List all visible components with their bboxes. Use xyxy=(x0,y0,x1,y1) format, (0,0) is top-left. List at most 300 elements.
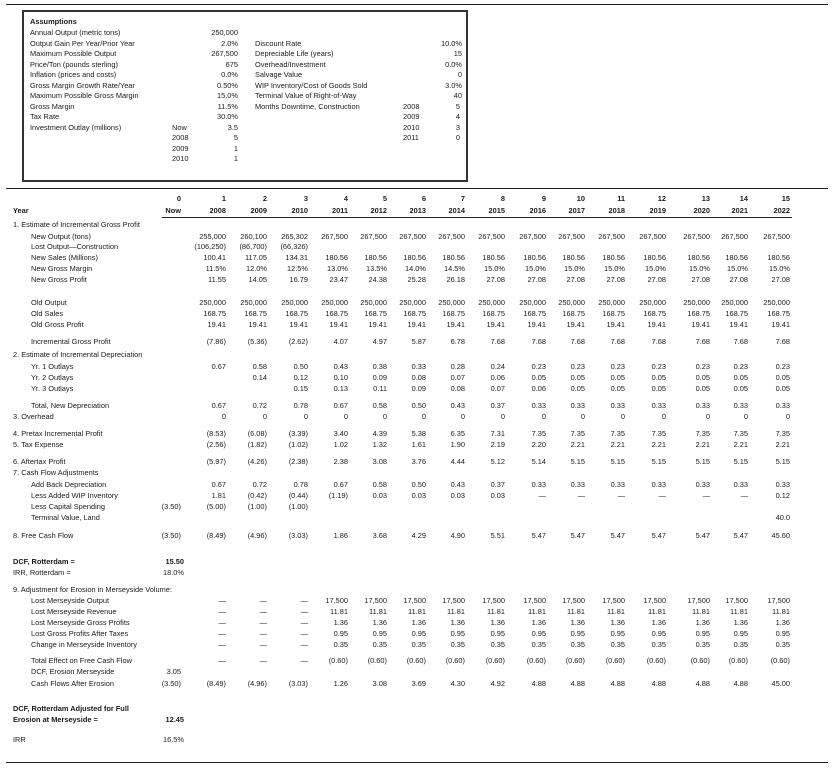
assumption-value: 675 xyxy=(225,59,238,69)
row-label: Old Sales xyxy=(31,309,64,318)
table-cell: 4.88 xyxy=(570,679,585,688)
table-cell: 11.81 xyxy=(528,607,546,616)
section-heading: 1. Estimate of Incremental Gross Profit xyxy=(13,220,140,229)
table-cell: 5.47 xyxy=(733,531,748,540)
table-cell: 0.35 xyxy=(372,640,387,649)
table-cell: 0.05 xyxy=(610,384,625,393)
table-cell: 117.05 xyxy=(244,253,267,262)
row-label: Yr. 2 Outlays xyxy=(31,373,74,382)
table-cell: 267,500 xyxy=(399,232,426,241)
table-cell: 1.36 xyxy=(733,618,748,627)
year-label: Year xyxy=(13,206,29,215)
table-cell: — xyxy=(740,491,748,500)
table-cell: 45.00 xyxy=(771,679,790,688)
table-cell: (66,326) xyxy=(280,242,308,251)
table-cell: 250,000 xyxy=(721,298,748,307)
table-cell: 0.58 xyxy=(252,362,267,371)
table-cell: 15.0% xyxy=(564,264,585,273)
table-cell: 0.23 xyxy=(651,362,666,371)
table-cell: 0.03 xyxy=(450,491,465,500)
table-cell: 0.05 xyxy=(695,373,710,382)
table-cell: 0.03 xyxy=(411,491,426,500)
table-cell: 40.0 xyxy=(775,513,790,522)
table-cell: 4.88 xyxy=(610,679,625,688)
row-label: Yr. 3 Outlays xyxy=(31,384,74,393)
table-cell: 7.35 xyxy=(775,429,790,438)
table-cell: 4.44 xyxy=(450,457,465,466)
table-cell: 0.43 xyxy=(450,401,465,410)
table-cell: 180.56 xyxy=(403,253,426,262)
table-cell: — xyxy=(702,491,710,500)
table-cell: 0.95 xyxy=(775,629,790,638)
table-cell: 27.08 xyxy=(647,275,666,284)
table-cell: 250,000 xyxy=(763,298,790,307)
table-cell: 2.21 xyxy=(610,440,625,449)
table-cell: 15.0% xyxy=(727,264,748,273)
table-cell: 267,500 xyxy=(321,232,348,241)
table-cell: 7.68 xyxy=(695,337,710,346)
assumption-label: Maximum Possible Gross Margin xyxy=(30,91,139,100)
downtime-value: 4 xyxy=(455,112,460,121)
assumption-label: Terminal Value of Right-of-Way xyxy=(255,91,357,100)
table-cell: 1.86 xyxy=(333,531,348,540)
table-cell: 0.28 xyxy=(450,362,465,371)
table-cell: (4.96) xyxy=(247,531,267,540)
table-cell: 0.23 xyxy=(570,362,585,371)
downtime-value: 5 xyxy=(455,101,460,111)
table-cell: 1.90 xyxy=(450,440,465,449)
table-cell: (4.26) xyxy=(247,457,267,466)
table-cell: 19.41 xyxy=(486,320,505,329)
dcf-adjusted-label-1: DCF, Rotterdam Adjusted for Full xyxy=(13,704,129,713)
table-cell: 0.33 xyxy=(570,401,585,410)
outlay-year: 2009 xyxy=(172,143,189,153)
table-cell: (3.50) xyxy=(161,531,181,540)
table-cell: 180.56 xyxy=(602,253,625,262)
table-cell: — xyxy=(218,618,226,627)
table-cell: 17,500 xyxy=(643,596,666,605)
table-cell: 0.95 xyxy=(733,629,748,638)
table-cell: 19.41 xyxy=(407,320,426,329)
table-cell: 0.35 xyxy=(610,640,625,649)
table-cell: 4.88 xyxy=(531,679,546,688)
row-label: New Gross Profit xyxy=(31,275,87,284)
table-cell: 0 xyxy=(580,412,585,421)
table-cell: 16.79 xyxy=(289,275,308,284)
table-cell: 7.68 xyxy=(651,337,666,346)
irr-rotterdam-value: 18.0% xyxy=(163,568,184,577)
table-cell: 0.23 xyxy=(733,362,748,371)
row-label: DCF, Erosion Merseyside xyxy=(31,667,115,676)
assumption-value: 40 xyxy=(453,91,462,100)
assumption-label: Gross Margin Growth Rate/Year xyxy=(30,80,135,90)
table-cell: 19.41 xyxy=(647,320,666,329)
table-cell: — xyxy=(617,491,625,500)
assumption-value: 11.5% xyxy=(217,101,238,111)
downtime-value: 3 xyxy=(455,122,460,132)
table-cell: 5.47 xyxy=(695,531,710,540)
section-heading: 6. Aftertax Profit xyxy=(13,457,66,466)
table-cell: 0.03 xyxy=(490,491,505,500)
column-index: 11 xyxy=(617,194,625,203)
table-cell: 0.35 xyxy=(333,640,348,649)
table-cell: 267,500 xyxy=(598,232,625,241)
table-cell: 0.35 xyxy=(695,640,710,649)
table-cell: (6.08) xyxy=(247,429,267,438)
table-cell: 0.35 xyxy=(411,640,426,649)
table-cell: 250,000 xyxy=(598,298,625,307)
column-year: 2008 xyxy=(209,206,226,215)
table-cell: 0.95 xyxy=(531,629,546,638)
column-year: 2017 xyxy=(568,206,585,215)
downtime-year: 2009 xyxy=(403,112,420,121)
table-cell: 15.0% xyxy=(645,264,666,273)
table-cell: 1.36 xyxy=(450,618,465,627)
table-cell: 0.33 xyxy=(695,480,710,489)
table-cell: 168.75 xyxy=(442,309,465,318)
table-cell: (8.49) xyxy=(206,531,226,540)
table-cell: 134.31 xyxy=(285,253,308,262)
table-cell: 250,000 xyxy=(360,298,387,307)
table-cell: 19.41 xyxy=(368,320,387,329)
table-cell: 267,500 xyxy=(683,232,710,241)
table-cell: 17,500 xyxy=(482,596,505,605)
table-cell: 0.95 xyxy=(490,629,505,638)
table-cell: 3.08 xyxy=(372,679,387,688)
table-cell: 168.75 xyxy=(203,309,226,318)
table-cell: 3.69 xyxy=(411,679,426,688)
table-cell: 2.21 xyxy=(570,440,585,449)
section-heading: 2. Estimate of Incremental Depreciation xyxy=(13,350,143,359)
table-cell: 0.13 xyxy=(333,384,348,393)
table-cell: 0.05 xyxy=(610,373,625,382)
table-cell: — xyxy=(300,640,308,649)
table-cell: 1.36 xyxy=(490,618,505,627)
table-cell: 17,500 xyxy=(442,596,465,605)
table-cell: 7.35 xyxy=(610,429,625,438)
table-cell: 4.29 xyxy=(411,531,426,540)
assumption-label: Overhead/Investment xyxy=(255,59,326,69)
table-cell: 0.35 xyxy=(570,640,585,649)
column-year: 2016 xyxy=(529,206,546,215)
table-cell: 0 xyxy=(343,412,348,421)
table-cell: 0.06 xyxy=(531,384,546,393)
table-cell: (3.39) xyxy=(288,429,308,438)
table-cell: — xyxy=(218,656,226,665)
table-cell: 7.35 xyxy=(570,429,585,438)
table-cell: 2.21 xyxy=(695,440,710,449)
column-index: 10 xyxy=(576,194,585,203)
table-cell: (0.60) xyxy=(646,656,666,665)
table-cell: 168.75 xyxy=(687,309,710,318)
row-label: Yr. 1 Outlays xyxy=(31,362,74,371)
table-cell: 0.33 xyxy=(775,401,790,410)
table-cell: 0.95 xyxy=(695,629,710,638)
table-cell: 180.56 xyxy=(767,253,790,262)
table-cell: 2.21 xyxy=(733,440,748,449)
table-cell: (0.44) xyxy=(288,491,308,500)
assumption-value: 0.0% xyxy=(221,70,238,79)
table-cell: 4.07 xyxy=(333,337,348,346)
table-cell: 0 xyxy=(541,412,546,421)
table-cell: 5.14 xyxy=(531,457,546,466)
row-label: Old Output xyxy=(31,298,67,307)
column-year: 2009 xyxy=(250,206,267,215)
table-cell: 17,500 xyxy=(403,596,426,605)
dcf-rotterdam-value: 15.50 xyxy=(165,557,184,566)
table-cell: 5.15 xyxy=(775,457,790,466)
table-cell: 0.05 xyxy=(570,373,585,382)
table-cell: 2.38 xyxy=(333,457,348,466)
table-cell: 0.50 xyxy=(411,401,426,410)
assumptions-title: Assumptions xyxy=(30,17,77,26)
table-cell: 3.05 xyxy=(166,667,181,676)
row-label: Total, New Depreciation xyxy=(31,401,110,410)
table-cell: 5.15 xyxy=(570,457,585,466)
section-heading: 8. Free Cash Flow xyxy=(13,531,74,540)
table-cell: 11.5% xyxy=(205,264,226,273)
row-label: Old Gross Profit xyxy=(31,320,84,329)
table-cell: 24.38 xyxy=(368,275,387,284)
row-label: Total Effect on Free Cash Flow xyxy=(31,656,132,665)
assumption-value: 0.0% xyxy=(445,59,462,69)
row-label: Lost Merseyside Revenue xyxy=(31,607,117,616)
row-label: New Gross Margin xyxy=(31,264,93,273)
table-cell: 0.33 xyxy=(775,480,790,489)
table-cell: 26.18 xyxy=(446,275,465,284)
table-cell: 5.87 xyxy=(411,337,426,346)
table-cell: 11.81 xyxy=(648,607,666,616)
table-cell: 27.08 xyxy=(729,275,748,284)
table-cell: 1.36 xyxy=(775,618,790,627)
table-cell: (5.00) xyxy=(206,502,226,511)
table-cell: 250,000 xyxy=(683,298,710,307)
table-cell: 250,000 xyxy=(478,298,505,307)
table-cell: 19.41 xyxy=(289,320,308,329)
assumption-label: Maximum Possible Output xyxy=(30,49,117,58)
assumption-label: Salvage Value xyxy=(255,70,303,79)
assumption-label: Investment Outlay (millions) xyxy=(30,122,122,132)
table-cell: 168.75 xyxy=(643,309,666,318)
table-cell: (1.02) xyxy=(288,440,308,449)
table-cell: 0.95 xyxy=(372,629,387,638)
table-cell: 2.21 xyxy=(775,440,790,449)
table-cell: (1.00) xyxy=(247,502,267,511)
assumption-value: 267,500 xyxy=(211,49,238,58)
table-cell: 255,000 xyxy=(199,232,226,241)
table-cell: 0.03 xyxy=(372,491,387,500)
table-cell: 168.75 xyxy=(482,309,505,318)
top-rule xyxy=(6,4,828,5)
table-cell: 7.68 xyxy=(570,337,585,346)
table-cell: (3.50) xyxy=(161,502,181,511)
table-cell: 0.72 xyxy=(252,480,267,489)
column-year: 2011 xyxy=(331,206,348,215)
assumption-label: Price/Ton (pounds sterling) xyxy=(30,59,118,69)
row-label: Incremental Gross Profit xyxy=(31,337,111,346)
table-cell: 0.95 xyxy=(570,629,585,638)
table-cell: 17,500 xyxy=(725,596,748,605)
table-cell: 168.75 xyxy=(602,309,625,318)
table-cell: 0 xyxy=(460,412,465,421)
table-cell: 15.0% xyxy=(484,264,505,273)
table-cell: 19.41 xyxy=(691,320,710,329)
table-cell: (1.00) xyxy=(288,502,308,511)
table-cell: 13.0% xyxy=(327,264,348,273)
table-cell: 19.41 xyxy=(527,320,546,329)
column-year: Now xyxy=(165,206,181,215)
table-cell: 180.56 xyxy=(725,253,748,262)
table-cell: (3.03) xyxy=(288,679,308,688)
table-cell: 7.68 xyxy=(610,337,625,346)
assumption-value: 0.50% xyxy=(217,80,238,90)
table-cell: 0.95 xyxy=(411,629,426,638)
table-cell: 17,500 xyxy=(562,596,585,605)
table-cell: 4.90 xyxy=(450,531,465,540)
table-cell: 12.5% xyxy=(287,264,308,273)
table-cell: — xyxy=(577,491,585,500)
table-cell: 0.14 xyxy=(252,373,267,382)
table-cell: 0 xyxy=(743,412,748,421)
table-cell: 6.78 xyxy=(450,337,465,346)
assumption-value: 2.0% xyxy=(221,38,238,48)
table-cell: (2.56) xyxy=(206,440,226,449)
table-cell: (5.36) xyxy=(247,337,267,346)
column-year: 2021 xyxy=(731,206,748,215)
table-cell: 14.05 xyxy=(248,275,267,284)
table-cell: 45.60 xyxy=(771,531,790,540)
column-index: 12 xyxy=(657,194,666,203)
table-cell: 7.68 xyxy=(531,337,546,346)
table-cell: 7.35 xyxy=(733,429,748,438)
table-cell: 0.78 xyxy=(293,401,308,410)
column-year: 2022 xyxy=(773,206,790,215)
table-cell: 0.50 xyxy=(293,362,308,371)
table-cell: 11.81 xyxy=(607,607,625,616)
table-cell: 25.28 xyxy=(407,275,426,284)
table-cell: (1.19) xyxy=(328,491,348,500)
section-heading: 4. Pretax Incremental Profit xyxy=(13,429,103,438)
outlay-year: 2010 xyxy=(172,154,189,163)
table-cell: 17,500 xyxy=(523,596,546,605)
table-cell: 0.08 xyxy=(411,373,426,382)
table-cell: 14.5% xyxy=(444,264,465,273)
table-cell: 2.19 xyxy=(490,440,505,449)
table-cell: (0.60) xyxy=(328,656,348,665)
table-cell: (0.60) xyxy=(770,656,790,665)
column-year: 2014 xyxy=(448,206,465,215)
table-cell: 14.0% xyxy=(405,264,426,273)
downtime-year: 2008 xyxy=(403,101,420,111)
table-cell: 4.39 xyxy=(372,429,387,438)
table-cell: 0 xyxy=(382,412,387,421)
table-cell: (0.42) xyxy=(247,491,267,500)
table-cell: 19.41 xyxy=(329,320,348,329)
table-cell: 27.08 xyxy=(486,275,505,284)
table-cell: 15.0% xyxy=(604,264,625,273)
table-cell: 0.23 xyxy=(695,362,710,371)
table-cell: 1.61 xyxy=(411,440,426,449)
column-year: 2010 xyxy=(291,206,308,215)
column-index: 13 xyxy=(701,194,710,203)
table-cell: 3.68 xyxy=(372,531,387,540)
table-cell: — xyxy=(300,618,308,627)
downtime-value: 0 xyxy=(455,133,460,142)
table-cell: 1.36 xyxy=(531,618,546,627)
table-cell: 0.78 xyxy=(293,480,308,489)
downtime-year: 2010 xyxy=(403,122,420,132)
table-cell: 4.88 xyxy=(651,679,666,688)
table-cell: — xyxy=(300,607,308,616)
table-cell: 180.56 xyxy=(364,253,387,262)
table-cell: 0.95 xyxy=(610,629,625,638)
table-cell: 0.11 xyxy=(373,384,387,393)
table-cell: 23.47 xyxy=(329,275,348,284)
table-cell: 2.21 xyxy=(651,440,666,449)
irr-value: 16.5% xyxy=(163,735,184,744)
table-cell: 15.0% xyxy=(769,264,790,273)
assumption-value: 1 xyxy=(233,143,238,153)
table-cell: 168.75 xyxy=(285,309,308,318)
table-cell: — xyxy=(259,629,267,638)
table-cell: (0.60) xyxy=(367,656,387,665)
table-cell: (0.60) xyxy=(406,656,426,665)
table-cell: 27.08 xyxy=(606,275,625,284)
table-cell: 180.56 xyxy=(325,253,348,262)
table-cell: 11.81 xyxy=(330,607,348,616)
table-cell: 1.36 xyxy=(570,618,585,627)
assumption-label: Inflation (prices and costs) xyxy=(30,70,117,79)
table-cell: 0.33 xyxy=(733,401,748,410)
column-index: 2 xyxy=(262,194,267,203)
table-cell: — xyxy=(259,596,267,605)
table-cell: 265,302 xyxy=(281,232,308,241)
row-label: Terminal Value, Land xyxy=(31,513,100,522)
table-cell: 12.0% xyxy=(246,264,267,273)
table-cell: 17,500 xyxy=(602,596,625,605)
table-cell: 168.75 xyxy=(767,309,790,318)
assumption-value: 0 xyxy=(457,70,462,79)
column-index: 7 xyxy=(460,194,465,203)
table-cell: 250,000 xyxy=(240,298,267,307)
table-cell: 0.50 xyxy=(411,480,426,489)
table-cell: (8.49) xyxy=(206,679,226,688)
table-cell: 250,000 xyxy=(639,298,666,307)
table-cell: 168.75 xyxy=(325,309,348,318)
table-cell: 0.33 xyxy=(651,480,666,489)
table-cell: 267,500 xyxy=(721,232,748,241)
table-cell: — xyxy=(218,596,226,605)
table-cell: (0.60) xyxy=(605,656,625,665)
table-cell: 250,000 xyxy=(281,298,308,307)
table-cell: 4.88 xyxy=(733,679,748,688)
table-cell: (86,700) xyxy=(239,242,267,251)
table-cell: 0.12 xyxy=(775,491,790,500)
table-cell: 5.15 xyxy=(695,457,710,466)
table-cell: 0.09 xyxy=(372,373,387,382)
table-cell: 267,500 xyxy=(438,232,465,241)
table-cell: 7.35 xyxy=(695,429,710,438)
table-cell: 0.15 xyxy=(293,384,308,393)
header-rule xyxy=(6,188,828,189)
table-cell: 11.81 xyxy=(772,607,790,616)
table-cell: (8.53) xyxy=(206,429,226,438)
table-cell: 0.95 xyxy=(333,629,348,638)
table-cell: (2.62) xyxy=(288,337,308,346)
table-cell: 1.36 xyxy=(651,618,666,627)
table-cell: 250,000 xyxy=(199,298,226,307)
assumption-value: 30.0% xyxy=(217,112,238,121)
